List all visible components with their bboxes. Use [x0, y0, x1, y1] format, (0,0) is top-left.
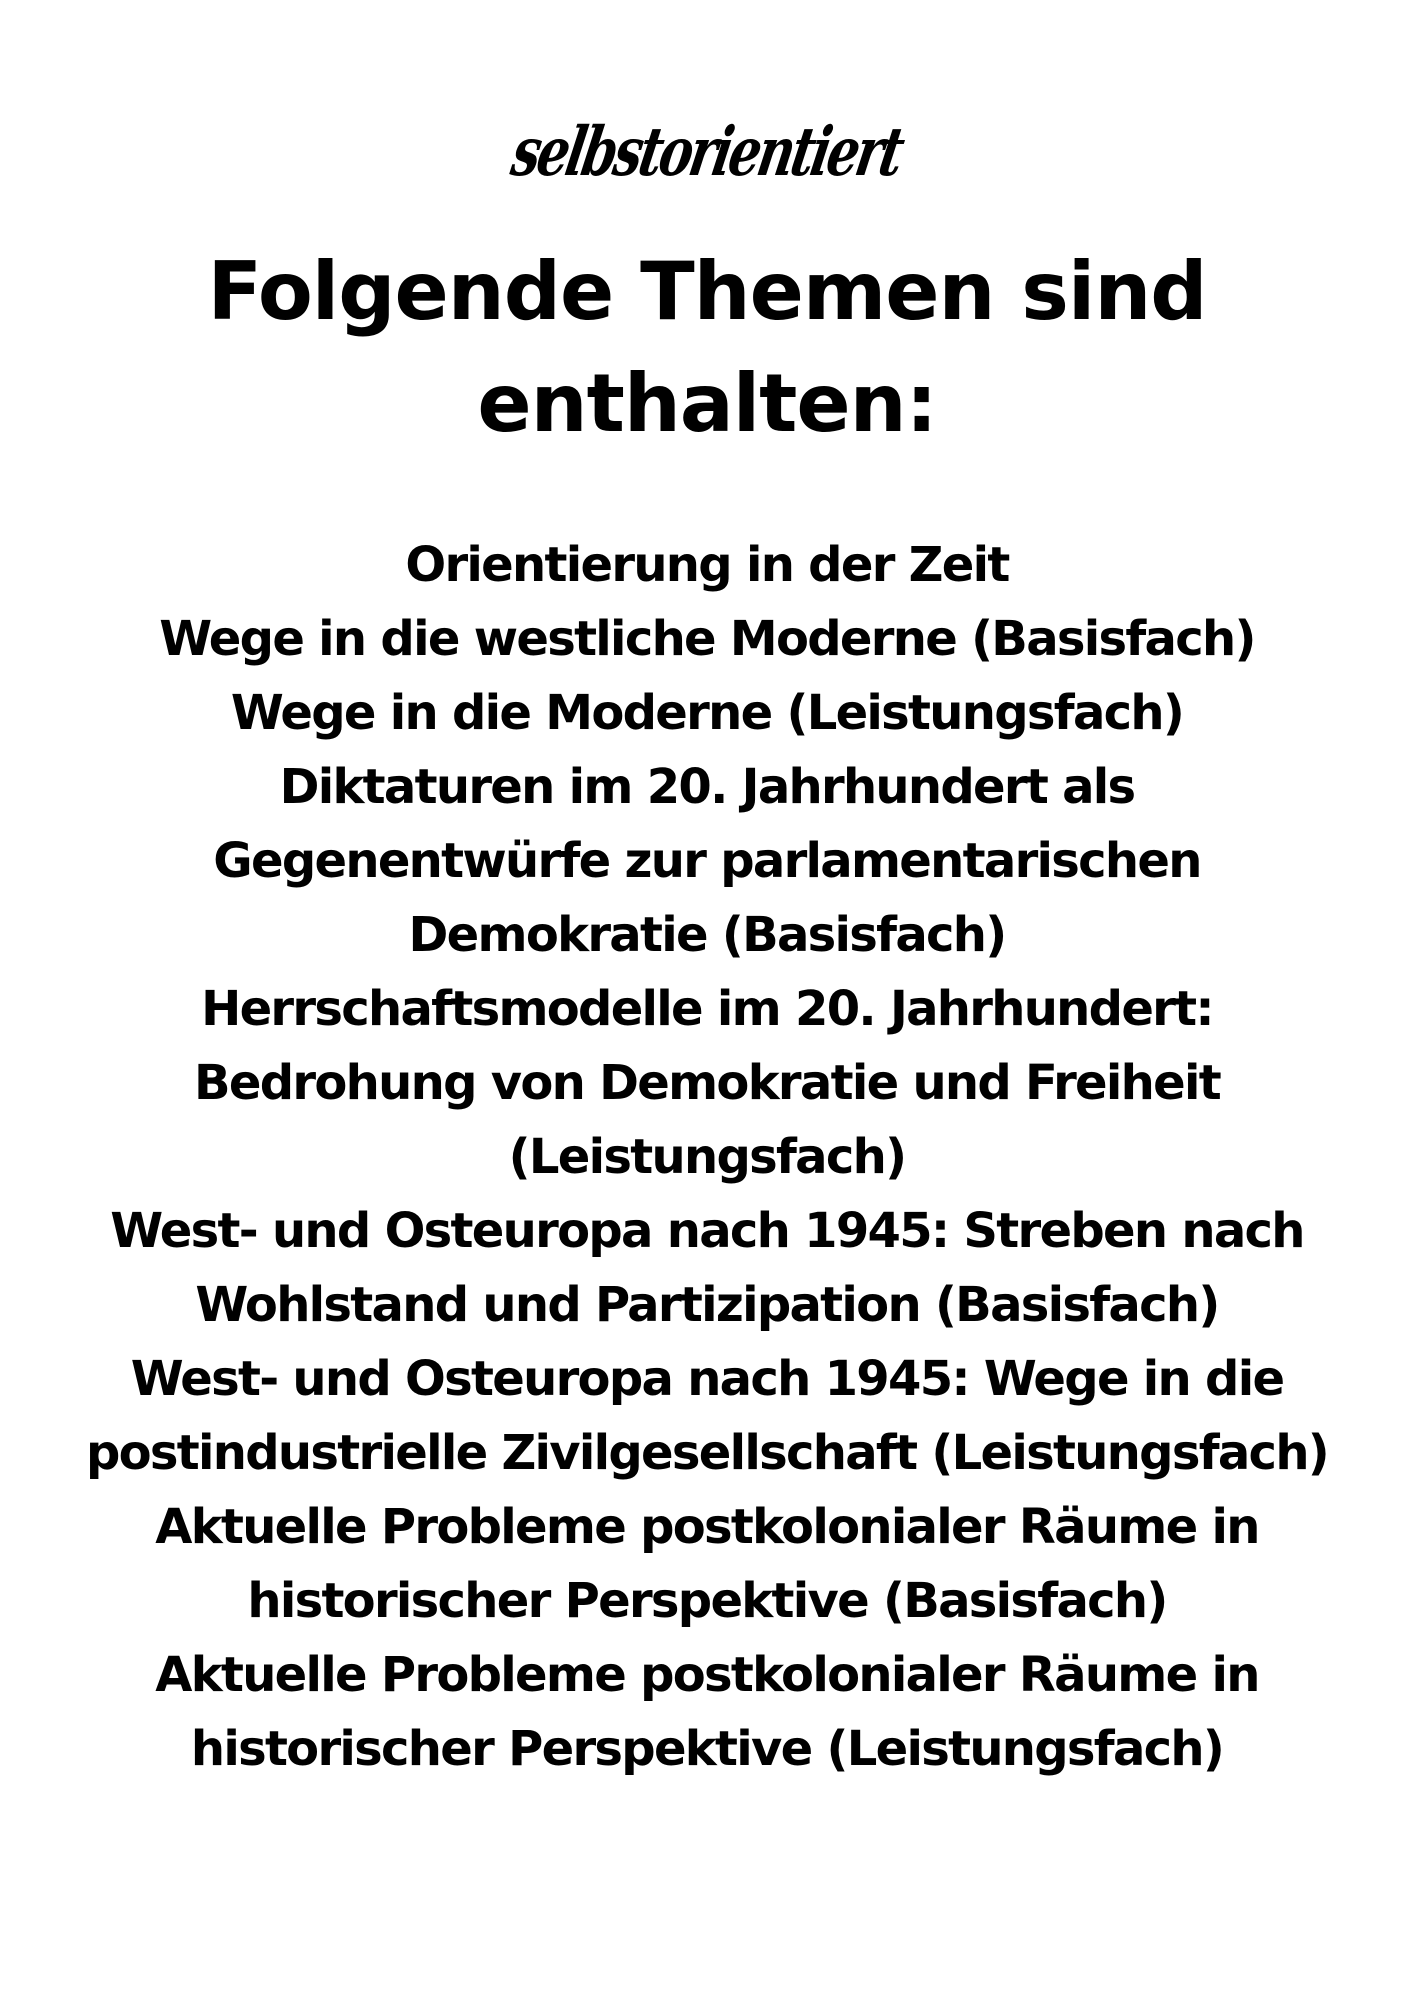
topic-line: Diktaturen im 20. Jahrhundert als [279, 759, 1135, 815]
topic-list [20, 528, 1394, 1786]
page-title [40, 236, 1374, 460]
topic-line: Aktuelle Probleme postkolonialer Räume in [155, 1647, 1259, 1703]
topic-line: Aktuelle Probleme postkolonialer Räume in [155, 1499, 1259, 1555]
topic-line: Wege in die westliche Moderne (Basisfach) [159, 611, 1255, 667]
topic-line: historischer Perspektive (Basisfach) [247, 1573, 1167, 1629]
topic-line: West- und Osteuropa nach 1945: Wege in die [130, 1351, 1284, 1407]
brand-logo-text: selbstorientiert [506, 111, 908, 192]
topic-line: Wege in die Moderne (Leistungsfach) [230, 685, 1184, 741]
page-title-line-2: enthalten: [477, 357, 937, 450]
topic-line: Herrschaftsmodelle im 20. Jahrhundert: [201, 981, 1213, 1037]
topic-line: Bedrohung von Demokratie und Freiheit [194, 1055, 1220, 1111]
topic-line: Demokratie (Basisfach) [408, 907, 1006, 963]
page-title-line-1: Folgende Themen sind [207, 245, 1207, 338]
topic-line: postindustrielle Zivilgesellschaft (Leistungsfach) [85, 1425, 1329, 1481]
topic-line: Gegenentwürfe zur parlamentarischen [213, 833, 1201, 889]
brand-logo [0, 112, 1414, 192]
topic-line: West- und Osteuropa nach 1945: Streben nach [110, 1203, 1304, 1259]
topic-line: Wohlstand und Partizipation (Basisfach) [195, 1277, 1219, 1333]
topic-line: Orientierung in der Zeit [405, 537, 1009, 593]
topic-line: historischer Perspektive (Leistungsfach) [190, 1721, 1224, 1777]
topic-line: (Leistungsfach) [508, 1129, 906, 1185]
